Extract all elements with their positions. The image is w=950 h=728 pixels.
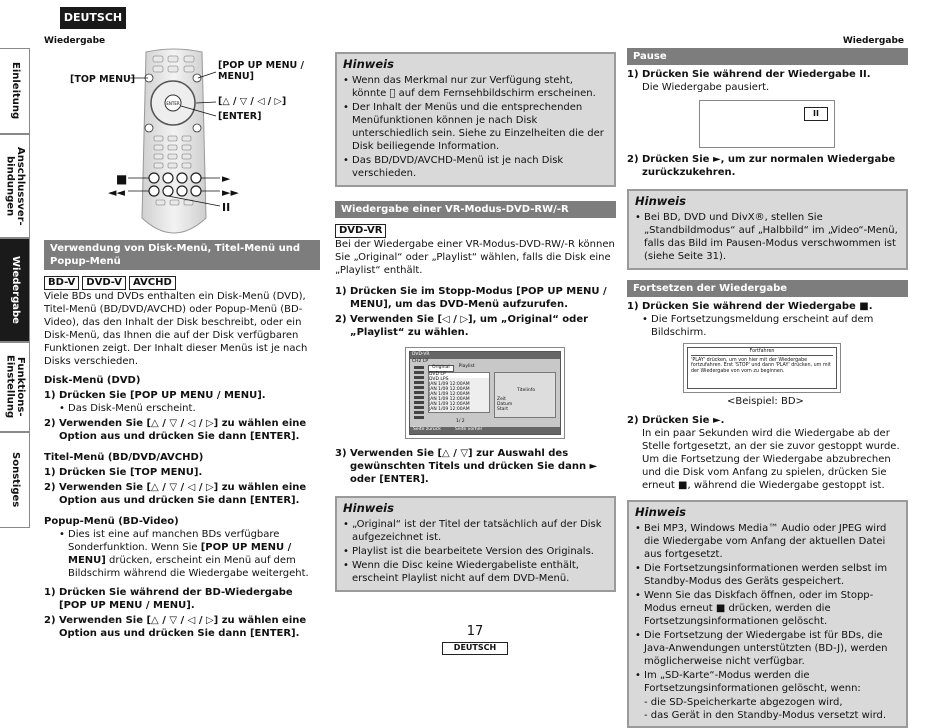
language-tab: DEUTSCH <box>60 7 126 29</box>
hinweis-title: Hinweis <box>343 500 394 515</box>
vr-title-row[interactable]: DVD LP <box>429 373 489 378</box>
resume-message-screen <box>683 343 841 393</box>
side-tab-einleitung[interactable]: Einleitung <box>0 48 30 134</box>
rewind-icon: ◄◄ <box>108 186 125 199</box>
vr-title-row[interactable]: DVD LPS <box>429 376 449 382</box>
vr-screen-footer: Seite zurück Seite vorher <box>410 427 560 434</box>
svg-text:ENTER: ENTER <box>166 101 180 106</box>
menus-intro: Viele BDs und DVDs enthalten ein Disk-Menü (DVD), Titel-Menü (BD/DVD/AVCHD) oder Popup-Menü (BD-Video), das den Inhalt der Disk beschreibt, oder ein Disk-Menü, das Ihnen die auf der Disk verfügbaren Funktionen zeigt. Der Inhalt dieser Menüs ist je nach Disks verschieden. <box>44 291 308 367</box>
badge-dvd-v: DVD-V <box>82 276 126 290</box>
badge-avchd: AVCHD <box>129 276 176 290</box>
hinweis-item: • Bei BD, DVD und DivX®, stellen Sie „Standbildmodus“ auf „Halbbild“ im „Video“-Menü, falls das Bild im Pausen-Modus verschwommen ist (siehe Seite 31). <box>635 211 900 263</box>
popup-note-1: • Dies ist eine auf manchen BDs verfügbare Sonderfunktion. Wenn Sie [POP UP MENU / MENU] drücken, erscheint ein Menü auf dem Bildschirm während die Wiedergabe weitergeht. <box>59 528 320 580</box>
disk-menu-heading: Disk-Menü (DVD) <box>44 375 141 386</box>
side-tab-sonstiges[interactable]: Sonstiges <box>0 432 30 528</box>
column-left <box>44 48 320 640</box>
vr-screen-disc: CH2 LP <box>412 358 429 364</box>
vr-screen <box>405 347 565 439</box>
vr-intro: Bei der Wiedergabe einer VR-Modus-DVD-RW/-R können Sie „Original“ oder „Playlist“ wählen, falls die Disk eine „Playlist“ enthält. <box>335 238 615 276</box>
vr-tab-original[interactable]: Original <box>428 365 454 372</box>
vr-title-row[interactable]: JAN 1/09 12:00AM <box>429 381 470 387</box>
hinweis-item: • Das BD/DVD/AVCHD-Menü ist je nach Disk verschieden. <box>343 154 608 180</box>
vr-info-panel: Titelinfo Zeit Datum Start <box>494 372 556 418</box>
hinweis-item: • Wenn das Merkmal nur zur Verfügung steht, könnte ⃠ auf dem Fernsehbildschirm erscheinen. <box>343 74 608 100</box>
pause-step-2: 2) Drücken Sie ►, um zur normalen Wiedergabe zurückzukehren. <box>627 154 896 178</box>
vr-tab-playlist[interactable]: Playlist <box>458 363 475 369</box>
popup-step-2: 2) Verwenden Sie [△ / ▽ / ◁ / ▷] zu wählen eine Option aus und drücken Sie dann [ENTER]. <box>44 615 307 639</box>
stop-icon: ■ <box>116 172 128 186</box>
hinweis-item: • „Original“ ist der Titel der tatsächlich auf der Disk aufgezeichnet ist. <box>343 518 608 544</box>
vr-title-row[interactable]: JAN 1/09 12:00AM <box>429 401 470 407</box>
section-header-left: Wiedergabe <box>44 36 106 46</box>
section-bar-vr-mode: Wiedergabe einer VR-Modus-DVD-RW/-R <box>335 201 616 218</box>
column-middle <box>335 52 616 592</box>
resume-message-title: Fortfahren <box>691 349 833 356</box>
vr-step-2: 2) Verwenden Sie [◁ / ▷], um „Original“ oder „Playlist“ zu wählen. <box>335 313 589 338</box>
callout-arrows: [△ / ▽ / ◁ / ▷] <box>218 96 287 107</box>
pause-icon: II <box>804 107 828 121</box>
hinweis-box-vr <box>335 496 616 592</box>
badge-dvd-vr: DVD-VR <box>335 224 386 238</box>
resume-step-1: 1) Drücken Sie während der Wiedergabe ■. <box>627 300 873 312</box>
pause-icon: II <box>222 201 231 214</box>
title-step-2: 2) Verwenden Sie [△ / ▽ / ◁ / ▷] zu wählen eine Option aus und drücken Sie dann [ENTER]. <box>44 482 307 506</box>
hinweis-item: • Im „SD-Karte“-Modus werden die Fortsetzungsinformationen gelöscht, wenn: <box>635 669 900 695</box>
callout-enter: [ENTER] <box>218 111 262 122</box>
hinweis-dash-item: - das Gerät in den Standby-Modus versetzt wird. <box>644 709 887 721</box>
section-bar-resume: Fortsetzen der Wiedergabe <box>627 280 908 297</box>
vr-title-row[interactable]: JAN 1/09 12:00AM <box>429 386 470 392</box>
hinweis-item: • Playlist ist die bearbeitete Version des Originals. <box>343 545 608 558</box>
disc-badges <box>44 276 320 290</box>
vr-title-row[interactable]: JAN 1/09 12:00AM <box>429 391 470 397</box>
hinweis-box-pause <box>627 189 908 270</box>
fast-forward-icon: ►► <box>222 186 239 199</box>
hinweis-item: • Die Fortsetzung der Wiedergabe ist für BDs, die Java-Anwendungen unterstützten (BD-J), werden möglicherweise nicht verfügbar. <box>635 629 900 668</box>
vr-title-row[interactable]: JAN 1/09 12:00AM <box>429 396 470 402</box>
side-tab-funktions[interactable]: Funktions- Einstellung <box>0 342 30 432</box>
hinweis-item: • Bei MP3, Windows Media™ Audio oder JPEG wird die Wiedergabe vom Anfang der aktuellen Datei aus fortgesetzt. <box>635 522 900 561</box>
title-step-1: 1) Drücken Sie [TOP MENU]. <box>44 467 203 478</box>
resume-message-body: 'PLAY' drücken, um von hier mit der Wiedergabe fortzufahren. Erst 'STOP' und dann 'PLAY' drücken, um mit der Wiedergabe von vorn zu beginnen. <box>691 357 831 375</box>
pause-step-1: 1) Drücken Sie während der Wiedergabe II. <box>627 69 871 80</box>
vr-step-1: 1) Drücken Sie im Stopp-Modus [POP UP MENU / MENU], um das DVD-Menü aufzurufen. <box>335 285 607 310</box>
thumbnail-strip <box>414 366 424 421</box>
vr-title-list <box>428 372 490 414</box>
resume-step-2-text: In ein paar Sekunden wird die Wiedergabe ab der Stelle fortgesetzt, an der sie zuvor gestoppt wurde. Um die Fortsetzung der Wiedergabe abzubrechen und die Disk vom Anfang zu spielen, drücken Sie erneut ■, während die Wiedergabe gestoppt ist. <box>642 427 900 491</box>
vr-page-indicator: 1/ 2 <box>456 418 465 424</box>
popup-step-1: 1) Drücken Sie während der BD-Wiedergabe [POP UP MENU / MENU]. <box>44 587 293 611</box>
vr-title-row[interactable]: JAN 1/09 12:00AM <box>429 406 470 412</box>
pause-screen <box>699 100 835 148</box>
hinweis-title: Hinweis <box>343 57 394 71</box>
pause-step-1-note: Die Wiedergabe pausiert. <box>642 82 770 93</box>
disk-step-2: 2) Verwenden Sie [△ / ▽ / ◁ / ▷] zu wählen eine Option aus und drücken Sie dann [ENTER]. <box>44 418 307 442</box>
remote-illustration <box>44 48 320 240</box>
side-tab-wiedergabe[interactable]: Wiedergabe <box>0 238 30 342</box>
resume-step-2: 2) Drücken Sie ►. <box>627 414 725 426</box>
hinweis-item: • Wenn Sie das Diskfach öffnen, oder im Stopp-Modus erneut ■ drücken, werden die Fortsetzungsinformationen gelöscht. <box>635 589 900 628</box>
play-icon: ► <box>222 172 231 185</box>
badge-bd-v: BD-V <box>44 276 79 290</box>
hinweis-box-menus <box>335 52 616 187</box>
hinweis-title: Hinweis <box>635 194 686 208</box>
hinweis-title: Hinweis <box>635 504 686 519</box>
screen-caption: <Beispiel: BD> <box>727 395 804 407</box>
section-header-right: Wiedergabe <box>842 36 904 46</box>
page-language-label: DEUTSCH <box>442 642 508 655</box>
section-bar-menus: Verwendung von Disk-Menü, Titel-Menü und Popup-Menü <box>44 240 320 270</box>
title-menu-heading: Titel-Menü (BD/DVD/AVCHD) <box>44 452 204 463</box>
resume-step-1-note: • Die Fortsetzungsmeldung erscheint auf dem Bildschirm. <box>642 313 908 339</box>
disk-step-1-note: • Das Disk-Menü erscheint. <box>59 402 320 415</box>
callout-top-menu: [TOP MENU] <box>70 74 136 85</box>
popup-menu-heading: Popup-Menü (BD-Video) <box>44 516 179 527</box>
vr-step-3: 3) Verwenden Sie [△ / ▽] zur Auswahl des gewünschten Titels und drücken Sie dann ► oder [ENTER]. <box>335 447 598 485</box>
hinweis-item: • Der Inhalt der Menüs und die entsprechenden Menüfunktionen können je nach Disk unterschiedlich sein. Siehe zu Einzelheiten die der Disk beiliegende Information. <box>343 101 608 153</box>
page-number: 17 <box>466 624 484 639</box>
side-tab-anschluss[interactable]: Anschlussver- bindungen <box>0 134 30 238</box>
hinweis-dash-item: - die SD-Speicherkarte abgezogen wird, <box>644 696 843 708</box>
hinweis-item: • Wenn die Disc keine Wiedergabeliste enthält, erscheint Playlist nicht auf dem DVD-Menü. <box>343 559 608 585</box>
callout-popup-menu: [POP UP MENU / MENU] <box>218 60 305 83</box>
hinweis-item: • Die Fortsetzungsinformationen werden selbst im Standby-Modus des Geräts gespeichert. <box>635 562 900 588</box>
vr-screen-title: DVD-VR <box>410 352 560 359</box>
section-bar-pause: Pause <box>627 48 908 65</box>
hinweis-box-resume <box>627 500 908 728</box>
disk-step-1: 1) Drücken Sie [POP UP MENU / MENU]. <box>44 390 266 401</box>
